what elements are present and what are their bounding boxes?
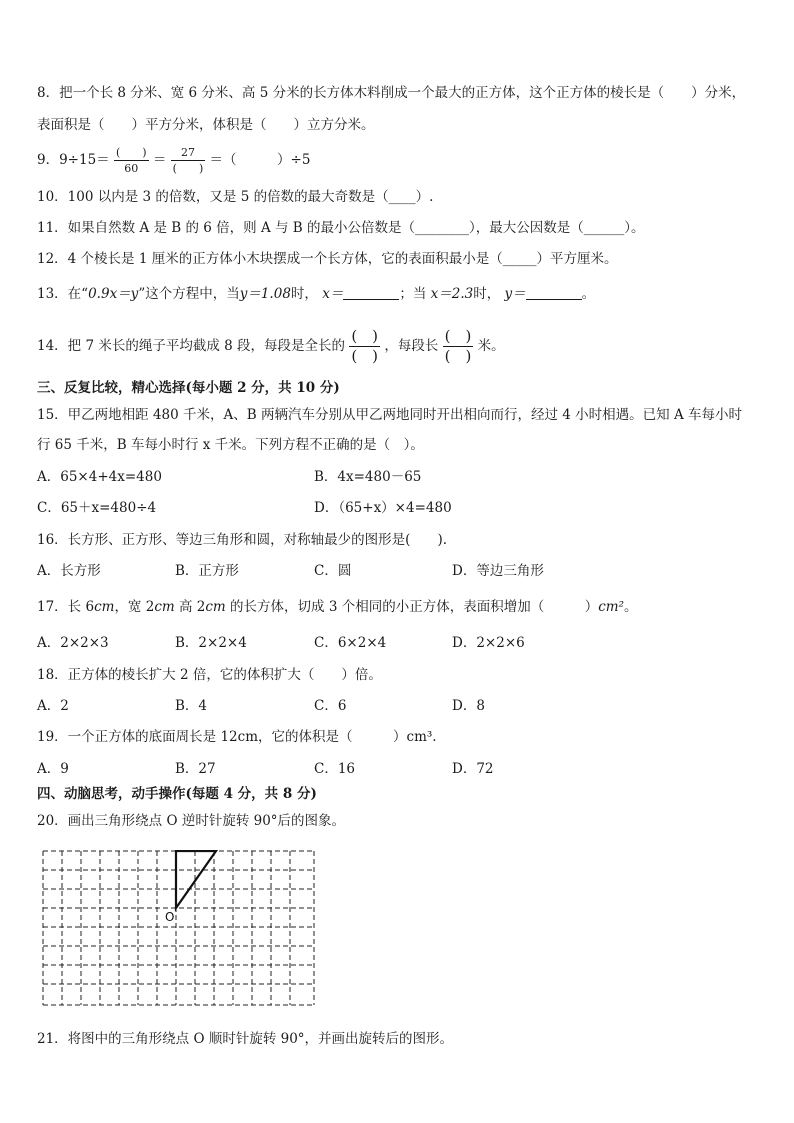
q9 xyxy=(37,146,310,175)
q9-eq: ＝ xyxy=(152,152,167,168)
triangle-shape xyxy=(176,851,216,908)
q18-stem: 18．正方体的棱长扩大 2 倍，它的体积扩大（ ）倍。 xyxy=(37,667,382,683)
q13-equation: 0.9x＝y xyxy=(88,286,139,302)
q16-option-c[interactable]: C．圆 xyxy=(314,563,352,579)
q18-option-b[interactable]: B．4 xyxy=(175,698,208,714)
q14-f1-den: ( ) xyxy=(351,347,379,365)
q13-x-value: x＝2.3 xyxy=(430,286,474,302)
q13-x-label: x＝ xyxy=(322,286,344,302)
q17-option-b[interactable]: B．2×2×4 xyxy=(175,635,247,651)
q19-option-d[interactable]: D．72 xyxy=(452,761,494,777)
q17-stem xyxy=(37,598,638,616)
q13-blank-y[interactable] xyxy=(526,285,582,300)
grid-svg xyxy=(42,850,316,1010)
q18-option-c[interactable]: C．6 xyxy=(314,698,347,714)
q16-option-b[interactable]: B．正方形 xyxy=(175,563,239,579)
q9-fraction-2 xyxy=(171,146,206,175)
q21-stem: 21．将图中的三角形绕点 O 顺时针旋转 90°，并画出旋转后的图形。 xyxy=(37,1031,454,1047)
q9-f2-num: 27 xyxy=(180,146,195,159)
q17-option-d[interactable]: D．2×2×6 xyxy=(452,635,525,651)
q9-f2-den: ( ) xyxy=(172,162,204,175)
q15-line1: 15．甲乙两地相距 480 千米，A、B 两辆汽车分别从甲乙两地同时开出相向而行，经过 4 小时相遇。已知 A 车每小时 xyxy=(37,407,742,423)
section-3-heading: 三、反复比较，精心选择(每小题 2 分，共 10 分) xyxy=(37,380,340,396)
q14 xyxy=(37,328,505,365)
q9-f1-num: ( ) xyxy=(115,146,147,159)
q18-option-d[interactable]: D．8 xyxy=(452,698,485,714)
q11: 11．如果自然数 A 是 B 的 6 倍，则 A 与 B 的最小公倍数是（________），最大公因数是（______）。 xyxy=(37,220,645,236)
q16-stem: 16．长方形、正方形、等边三角形和圆，对称轴最少的图形是( ). xyxy=(37,532,448,548)
q9-prefix: 9．9÷15＝ xyxy=(37,152,110,168)
q14-f2-num: ( ) xyxy=(444,327,472,345)
q19-option-c[interactable]: C．16 xyxy=(314,761,356,777)
q13-text-5: 时， xyxy=(473,286,501,302)
q13-text-3: 时， xyxy=(290,286,318,302)
q17-unit-2: cm xyxy=(154,599,175,615)
q18-option-a[interactable]: A．2 xyxy=(37,698,69,714)
q13-text-4: ；当 xyxy=(399,286,427,302)
q8-line1: 8．把一个长 8 分米、宽 6 分米、高 5 分米的长方体木料削成一个最大的正方体，这个正方体的棱长是（ ）分米， xyxy=(37,85,746,101)
q14-text-3: 米。 xyxy=(477,338,505,354)
q9-f1-den: 60 xyxy=(124,162,139,175)
q14-text-2: ，每段长 xyxy=(384,338,439,354)
q9-fraction-1 xyxy=(114,146,149,175)
q17-text-2: ，宽 2 xyxy=(114,599,155,615)
q14-f1-num: ( ) xyxy=(351,327,379,345)
q15-option-b[interactable]: B．4x=480－65 xyxy=(314,469,422,485)
q13-blank-x[interactable] xyxy=(343,285,399,300)
q15-option-c[interactable]: C．65＋x=480÷4 xyxy=(37,500,157,516)
q12: 12．4 个棱长是 1 厘米的正方体小木块摆成一个长方体，它的表面积最小是（_____）平方厘米。 xyxy=(37,251,618,267)
q19-option-a[interactable]: A．9 xyxy=(37,761,69,777)
q17-text-3: 高 2 xyxy=(174,599,206,615)
q17-option-a[interactable]: A．2×2×3 xyxy=(37,635,109,651)
q13-text-2: ”这个方程中，当 xyxy=(138,286,240,302)
q15-option-d[interactable]: D．（65+x）×4=480 xyxy=(314,500,452,516)
q13-y-value: y＝1.08 xyxy=(239,286,291,302)
q17-text-1: 17．长 6 xyxy=(37,599,95,615)
point-o-label: O xyxy=(165,910,175,924)
q10: 10．100 以内是 3 的倍数，又是 5 的倍数的最大奇数是（____）. xyxy=(37,189,434,205)
q13-text-1: 13．在“ xyxy=(37,286,89,302)
q19-option-b[interactable]: B．27 xyxy=(175,761,216,777)
q19-stem: 19．一个正方体的底面周长是 12cm，它的体积是（ ）cm³. xyxy=(37,729,437,745)
q14-fraction-1 xyxy=(349,328,380,365)
q13-y-label: y＝ xyxy=(504,286,526,302)
q20-stem: 20．画出三角形绕点 O 逆时针旋转 90°后的图象。 xyxy=(37,813,346,829)
q14-f2-den: ( ) xyxy=(444,347,472,365)
q17-unit-1: cm xyxy=(94,599,115,615)
q13-text-6: 。 xyxy=(581,286,596,302)
q17-unit-4: cm² xyxy=(598,599,624,615)
q17-option-c[interactable]: C．6×2×4 xyxy=(314,635,387,651)
q15-line2: 行 65 千米，B 车每小时行 x 千米。下列方程不正确的是（ ）。 xyxy=(37,437,424,453)
q14-fraction-2 xyxy=(443,328,474,365)
rotation-grid-figure[interactable] xyxy=(42,850,316,1014)
q17-text-5: 。 xyxy=(624,599,638,615)
q16-option-d[interactable]: D．等边三角形 xyxy=(452,563,544,579)
q9-suffix: ＝（ ）÷5 xyxy=(209,152,311,168)
q17-text-4: 的长方体，切成 3 个相同的小正方体，表面积增加（ ） xyxy=(225,599,599,615)
q13 xyxy=(37,285,595,303)
section-4-heading: 四、动脑思考，动手操作(每题 4 分，共 8 分) xyxy=(37,786,317,802)
q17-unit-3: cm xyxy=(205,599,226,615)
q14-text-1: 14．把 7 米长的绳子平均截成 8 段，每段是全长的 xyxy=(37,338,346,354)
q15-option-a[interactable]: A．65×4+4x=480 xyxy=(37,469,162,485)
q16-option-a[interactable]: A．长方形 xyxy=(37,563,101,579)
q8-line2: 表面积是（ ）平方分米，体积是（ ）立方分米。 xyxy=(37,117,375,133)
